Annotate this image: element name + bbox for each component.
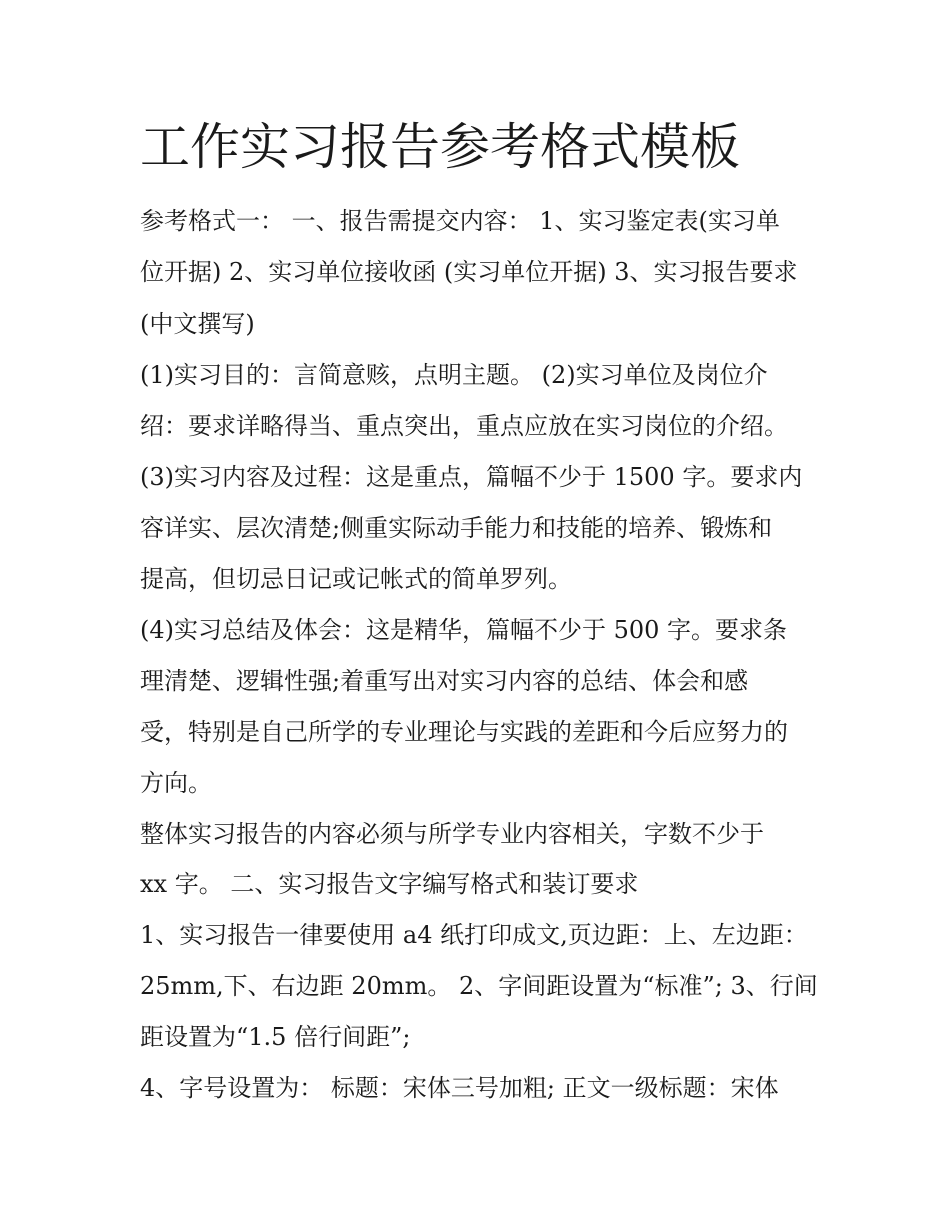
body-line-9: (4)实习总结及体会：这是精华，篇幅不少于 500 字。要求条 bbox=[140, 616, 788, 644]
document-title: 工作实习报告参考格式模板 bbox=[140, 118, 740, 176]
body-line-1: 参考格式一： 一、报告需提交内容： 1、实习鉴定表(实习单 bbox=[140, 207, 780, 235]
body-line-15: 1、实习报告一律要使用 a4 纸打印成文,页边距：上、左边距： bbox=[140, 921, 808, 949]
body-line-13: 整体实习报告的内容必须与所学专业内容相关，字数不少于 bbox=[140, 820, 764, 848]
body-line-7: 容详实、层次清楚;侧重实际动手能力和技能的培养、锻炼和 bbox=[140, 514, 773, 542]
body-line-18: 4、字号设置为： 标题：宋体三号加粗; 正文一级标题：宋体 bbox=[140, 1074, 779, 1102]
body-line-14: xx 字。 二、实习报告文字编写格式和装订要求 bbox=[140, 870, 639, 898]
body-line-10: 理清楚、逻辑性强;着重写出对实习内容的总结、体会和感 bbox=[140, 667, 749, 695]
body-line-11: 受，特别是自己所学的专业理论与实践的差距和今后应努力的 bbox=[140, 718, 788, 746]
body-line-5: 绍：要求详略得当、重点突出，重点应放在实习岗位的介绍。 bbox=[140, 412, 788, 440]
body-line-16: 25mm,下、右边距 20mm。 2、字间距设置为“标准”; 3、行间 bbox=[140, 972, 818, 1000]
body-line-3: (中文撰写) bbox=[140, 310, 255, 338]
body-line-8: 提高，但切忌日记或记帐式的简单罗列。 bbox=[140, 565, 572, 593]
body-line-17: 距设置为“1.5 倍行间距”; bbox=[140, 1023, 411, 1051]
body-line-4: (1)实习目的：言简意赅，点明主题。 (2)实习单位及岗位介 bbox=[140, 361, 768, 389]
body-line-12: 方向。 bbox=[140, 769, 212, 797]
body-line-6: (3)实习内容及过程：这是重点，篇幅不少于 1500 字。要求内 bbox=[140, 463, 803, 491]
body-line-2: 位开据) 2、实习单位接收函 (实习单位开据) 3、实习报告要求 bbox=[140, 258, 798, 286]
